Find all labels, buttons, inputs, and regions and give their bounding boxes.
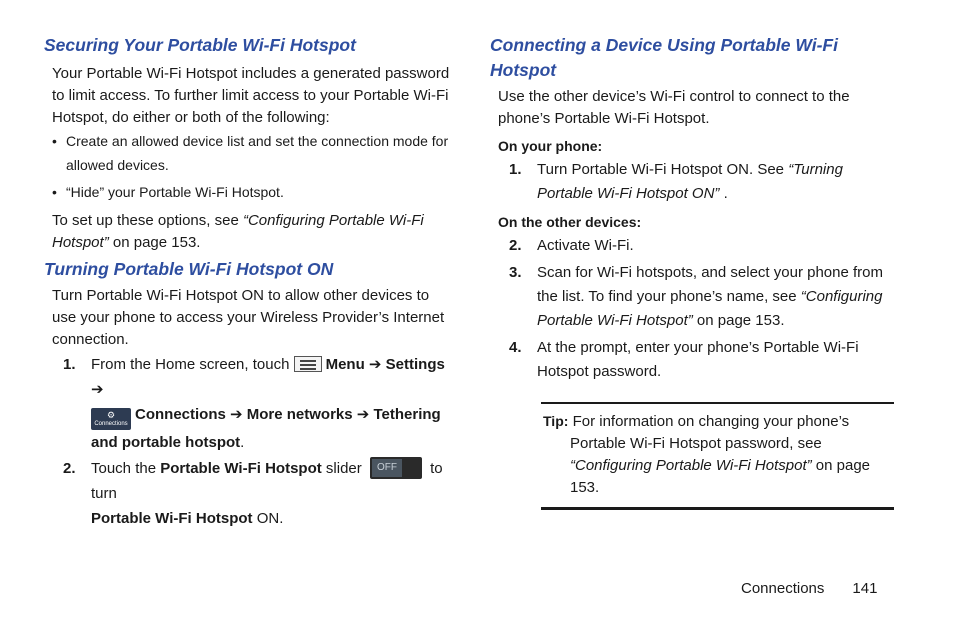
page-footer [741,578,877,600]
cross-reference-link[interactable]: “Configuring Portable Wi-Fi Hotspot” [537,288,883,329]
list-item: • “Hide” your Portable Wi-Fi Hotspot. [52,184,284,200]
step-2: 2. Touch the Portable Wi-Fi Hotspot slider OFF to turn Portable Wi-Fi Hotspot ON. [44,456,454,531]
cross-reference-link[interactable]: “Turning Portable Wi-Fi Hotspot ON” [537,161,843,202]
cross-reference-link[interactable]: “Configuring Portable Wi-Fi Hotspot” [52,212,424,251]
heading-securing: Securing Your Portable Wi-Fi Hotspot [44,35,356,55]
heading-connecting: Connecting a Device Using Portable Wi-Fi Hotspot [490,35,838,80]
connecting-intro: Use the other device’s Wi-Fi control to connect to the phone’s Portable Wi-Fi Hotspot. [498,88,850,127]
subheading-other-devices: On the other devices: [498,214,642,230]
footer-section: Connections [741,580,825,597]
hotspot-toggle-icon: OFF [370,457,422,479]
setup-paragraph: To set up these options, see “Configuring Portable Wi-Fi Hotspot” on page 153. [52,212,424,251]
step-3: 3. Scan for Wi-Fi hotspots, and select your phone from the list. To find your phone’s name, see “Configuring Portable Wi-Fi Hotspot” on page 153. [509,264,883,329]
subheading-on-phone: On your phone: [498,138,603,154]
tip-box: Tip: For information on changing your phone’s Portable Wi-Fi Hotspot password, see “Configuring Portable Wi-Fi Hotspot” on page 153. [541,402,894,510]
menu-icon [294,356,322,372]
step-4: 4. At the prompt, enter your phone’s Portable Wi-Fi Hotspot password. [509,339,859,380]
step-2: 2. Activate Wi-Fi. [509,237,634,254]
turning-intro: Turn Portable Wi-Fi Hotspot ON to allow other devices to use your phone to access your Wireless Provider’s Internet connection. [52,287,445,348]
tip-label: Tip: [543,413,569,429]
securing-intro: Your Portable Wi-Fi Hotspot includes a generated password to limit access. To further limit access to your Portable Wi-Fi Hotspot, do either or both of the following: [52,65,450,126]
step-1: 1. Turn Portable Wi-Fi Hotspot ON. See “Turning Portable Wi-Fi Hotspot ON” . [509,161,843,202]
right-column [490,33,902,510]
cross-reference-link[interactable]: “Configuring Portable Wi-Fi Hotspot” [570,457,812,474]
left-column [44,33,454,531]
heading-turning: Turning Portable Wi-Fi Hotspot ON [44,259,334,279]
connections-icon: ⚙ Connections [91,408,131,430]
list-item: • Create an allowed device list and set the connection mode for allowed devices. [52,133,449,173]
page-number: 141 [852,580,878,597]
step-1: 1. From the Home screen, touch Menu ➔ Settings ➔ ⚙ ConnectionsConnections ➔ More networks ➔ Tethering and portable hotspot. [63,356,445,451]
